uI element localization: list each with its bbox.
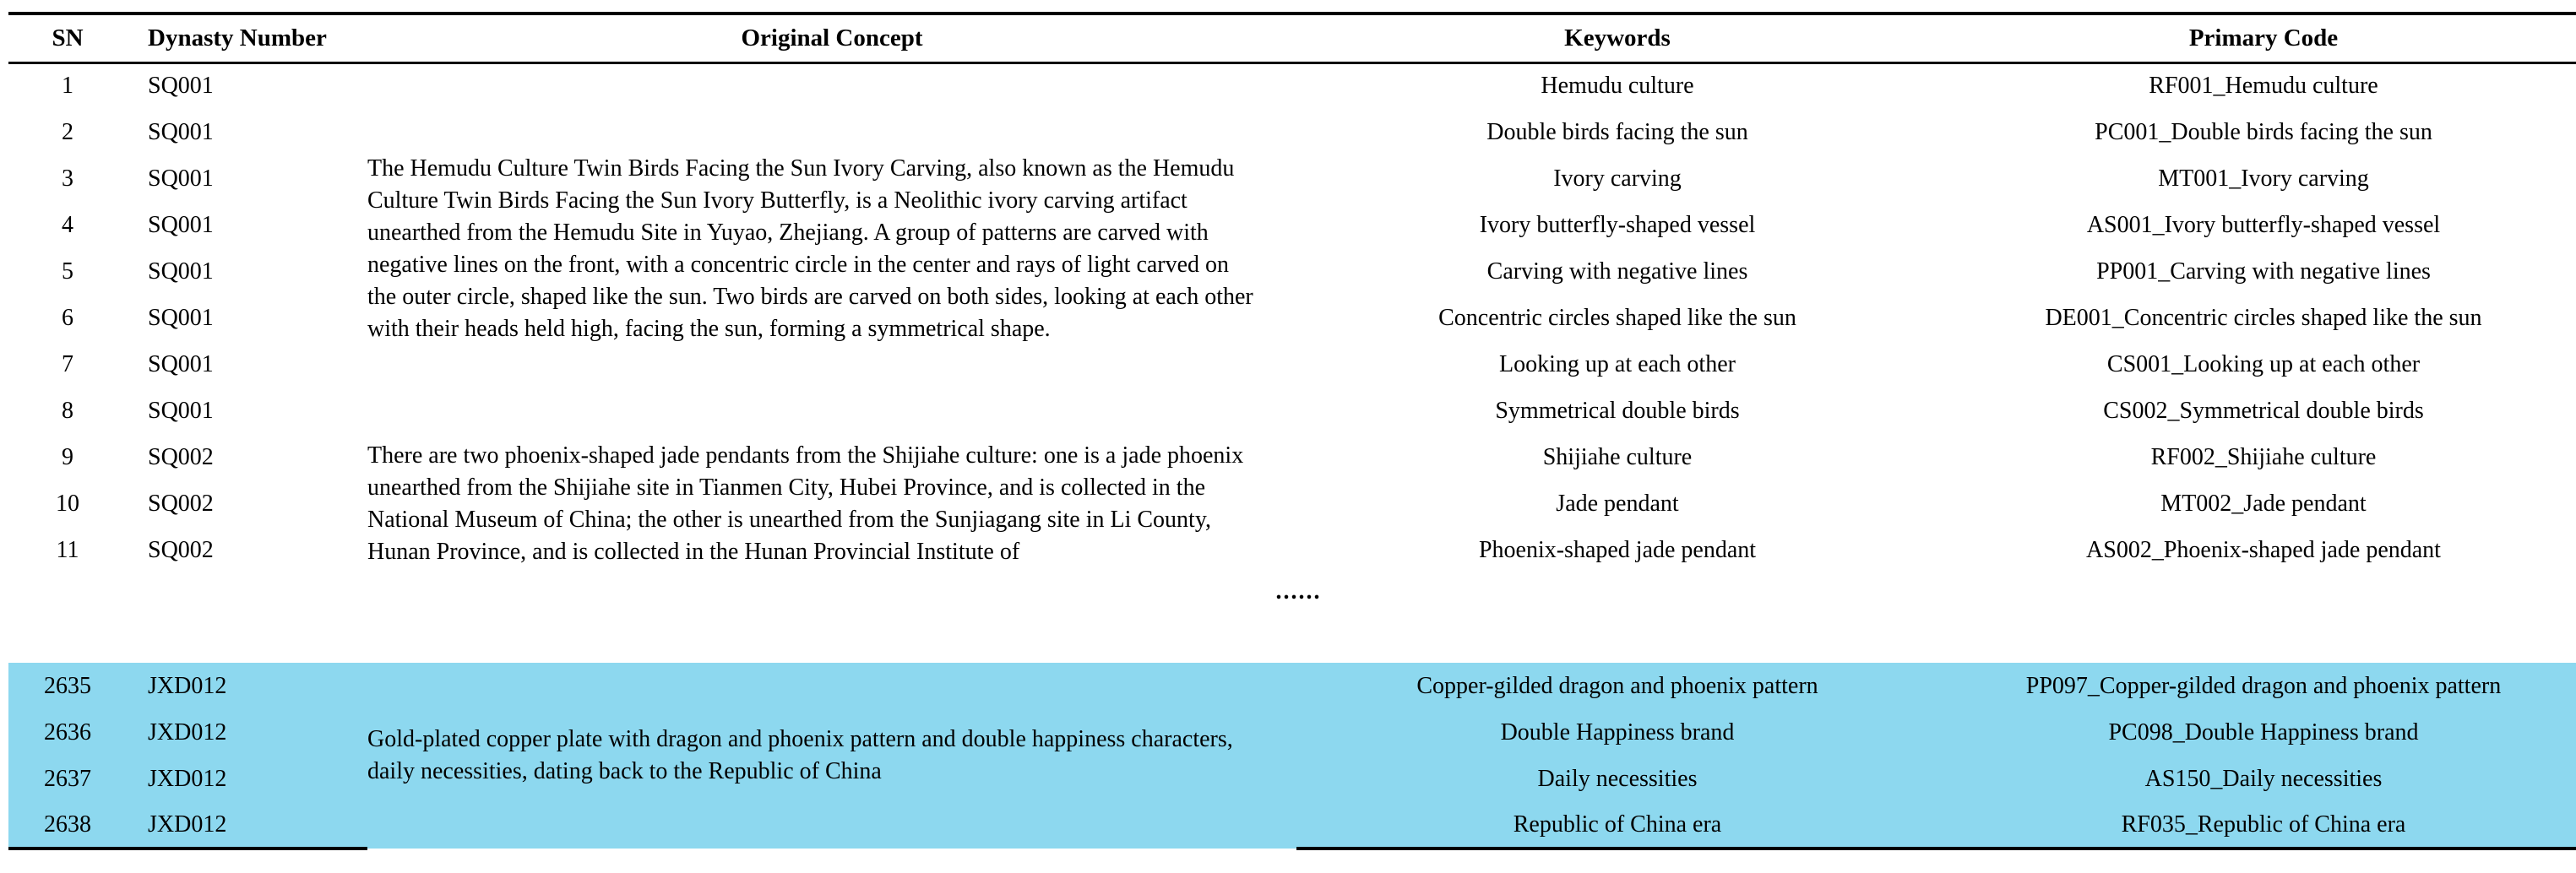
sn-cell: 10 <box>56 490 79 517</box>
original-concept-cell: The Hemudu Culture Twin Birds Facing the Sun Ivory Carving, also known as the Hemudu Culture Twin Birds Facing the Sun Ivory Butterfly, is a Neolithic ivory carving artifact unearthed from the Hemudu Site in Yuyao, Zhejiang. A group of patterns are carved with negative lines on the front, with a concentric circle in the center and rays of light carved on the outer circle, shaped like the sun. Two birds are carved on both sides, looking at each other with their heads held high, facing the sun, forming a symmetrical shape. <box>367 155 1253 342</box>
keyword-cell: Ivory butterfly-shaped vessel <box>1479 211 1756 238</box>
primary-code-cell: PP097_Copper-gilded dragon and phoenix pattern <box>1938 663 2576 709</box>
dynasty-number-cell: SQ002 <box>148 536 214 563</box>
keyword-cell: Jade pendant <box>1556 490 1679 517</box>
sn-cell: 9 <box>62 443 73 470</box>
keyword-cell: Looking up at each other <box>1499 350 1736 377</box>
primary-code-cell: DE001_Concentric circles shaped like the sun <box>2045 304 2482 331</box>
dynasty-number-cell: JXD012 <box>127 756 367 802</box>
column-header-code: Primary Code <box>1938 14 2576 62</box>
keyword-cell: Copper-gilded dragon and phoenix pattern <box>1296 663 1938 709</box>
primary-code-cell: MT002_Jade pendant <box>2160 490 2367 517</box>
column-header-concept: Original Concept <box>367 14 1296 62</box>
spacer-cell <box>8 627 2576 663</box>
primary-code-cell: CS002_Symmetrical double birds <box>2103 397 2424 424</box>
sn-cell: 2636 <box>8 709 127 756</box>
dynasty-number-cell: SQ002 <box>148 490 214 517</box>
sn-cell: 6 <box>62 304 73 331</box>
primary-code-cell: RF002_Shijiahe culture <box>2150 443 2377 470</box>
primary-code-cell: AS150_Daily necessities <box>1938 756 2576 802</box>
primary-code-cell: PC098_Double Happiness brand <box>1938 709 2576 756</box>
dynasty-number-cell: SQ001 <box>148 397 214 424</box>
column-header-keyword: Keywords <box>1296 14 1938 62</box>
keyword-cell: Hemudu culture <box>1541 73 1694 100</box>
primary-code-cell: AS002_Phoenix-shaped jade pendant <box>2086 536 2441 563</box>
sn-cell: 11 <box>56 536 79 563</box>
table-body <box>8 62 2576 849</box>
sn-cell: 2637 <box>8 756 127 802</box>
table-row <box>8 62 2576 109</box>
keyword-cell: Double birds facing the sun <box>1486 118 1748 145</box>
keyword-cell: Double Happiness brand <box>1296 709 1938 756</box>
primary-code-cell: AS001_Ivory butterfly-shaped vessel <box>2086 211 2441 238</box>
sn-cell: 5 <box>62 258 73 285</box>
dynasty-number-cell: JXD012 <box>127 663 367 709</box>
keyword-cell: Concentric circles shaped like the sun <box>1438 304 1796 331</box>
dynasty-number-cell: JXD012 <box>127 709 367 756</box>
dynasty-number-cell: JXD012 <box>127 802 367 849</box>
sn-cell: 4 <box>62 211 73 238</box>
sn-cell: 8 <box>62 397 73 424</box>
ellipsis-row <box>8 573 2576 627</box>
keyword-cell: Shijiahe culture <box>1542 443 1693 470</box>
dynasty-number-cell: SQ001 <box>148 304 214 331</box>
page <box>8 12 2568 850</box>
dynasty-number-cell: SQ001 <box>148 118 214 145</box>
sn-cell: 1 <box>62 73 73 100</box>
table-row <box>8 434 2576 480</box>
sn-cell: 3 <box>62 165 73 192</box>
primary-code-cell: PC001_Double birds facing the sun <box>2095 118 2432 145</box>
keyword-cell: Carving with negative lines <box>1486 258 1748 285</box>
table-row <box>8 663 2576 709</box>
column-header-dynasty: Dynasty Number <box>127 14 367 62</box>
sn-cell: 2638 <box>8 802 127 849</box>
primary-code-cell: CS001_Looking up at each other <box>2106 350 2421 377</box>
spacer-row <box>8 627 2576 663</box>
keyword-cell: Symmetrical double birds <box>1495 397 1740 424</box>
keyword-cell: Ivory carving <box>1553 165 1682 192</box>
primary-code-cell: PP001_Carving with negative lines <box>2096 258 2431 285</box>
original-concept-cell: Gold-plated copper plate with dragon and phoenix pattern and double happiness characters, daily necessities, dating back to the Republic of China <box>367 663 1296 849</box>
table-header <box>8 14 2576 62</box>
dynasty-number-cell: SQ001 <box>148 258 214 285</box>
keyword-cell: Daily necessities <box>1296 756 1938 802</box>
table-header-row <box>8 14 2576 62</box>
original-concept-cell: There are two phoenix-shaped jade pendants from the Shijiahe culture: one is a jade phoenix unearthed from the Shijiahe site in Tianmen City, Hubei Province, and is collected in the National Museum of China; the other is unearthed from the Sunjiagang site in Li County, Hunan Province, and is collected in the Hunan Provincial Institute of <box>367 442 1244 565</box>
dynasty-number-cell: SQ001 <box>148 211 214 238</box>
dynasty-number-cell: SQ001 <box>148 350 214 377</box>
keyword-cell: Phoenix-shaped jade pendant <box>1478 536 1757 563</box>
sn-cell: 2 <box>62 118 73 145</box>
dynasty-number-cell: SQ001 <box>148 165 214 192</box>
dynasty-number-cell: SQ002 <box>148 443 214 470</box>
keyword-cell: Republic of China era <box>1296 802 1938 849</box>
column-header-sn: SN <box>8 14 127 62</box>
sn-cell: 7 <box>62 350 73 377</box>
concept-table <box>8 12 2576 850</box>
primary-code-cell: MT001_Ivory carving <box>2158 165 2369 192</box>
primary-code-cell: RF035_Republic of China era <box>1938 802 2576 849</box>
primary-code-cell: RF001_Hemudu culture <box>2149 73 2378 100</box>
sn-cell: 2635 <box>8 663 127 709</box>
dynasty-number-cell: SQ001 <box>148 73 214 100</box>
ellipsis-cell: ...... <box>1275 578 1322 605</box>
